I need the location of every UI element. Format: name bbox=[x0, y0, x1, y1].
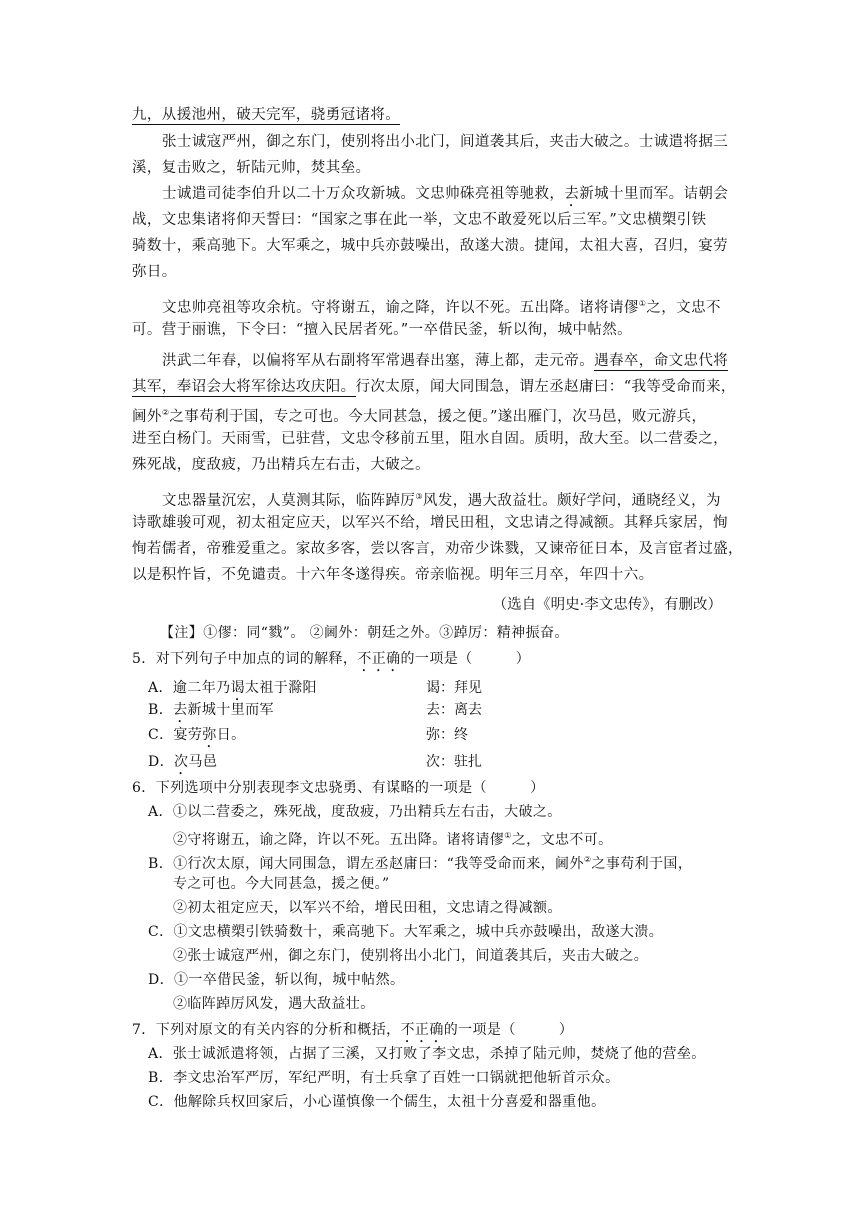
q5-gloss-d: 次：驻扎 bbox=[426, 754, 482, 770]
q7-option-a[interactable]: A．张士诚派遣将领，占据了三溪，又打败了李文忠，杀掉了陆元帅，焚烧了他的营垒。 bbox=[148, 1046, 706, 1062]
q6-option-a[interactable]: A．①以二营委之，殊死战，度敌疲，乃出精兵左右击，大破之。 bbox=[148, 804, 562, 820]
q6-option-b-2: 专之可也。今大同甚急，援之便。” bbox=[173, 876, 390, 892]
passage-line: 文忠帅亮祖等攻余杭。守将谢五，谕之降，许以不死。五出降。诸将请僇①之，文忠不 bbox=[162, 299, 721, 316]
passage-line: 张士诚寇严州，御之东门，使别将出小北门，间道袭其后，夹击大破之。士诚遣将据三 bbox=[162, 134, 729, 150]
q5-gloss-a: 谒：拜见 bbox=[426, 680, 482, 696]
q6-option-d[interactable]: D．①一卒借民釜，斩以徇，城中帖然。 bbox=[148, 972, 405, 988]
underlined-sentence: 其军，奉诏会大将军徐达攻庆阳。 bbox=[132, 379, 356, 395]
passage-line bbox=[132, 104, 400, 126]
q6-option-d-2: ②临阵踔厉风发，遇大敌益壮。 bbox=[173, 996, 375, 1012]
passage-line: 溪，复击败之，斩陆元帅，焚其垒。 bbox=[132, 160, 371, 176]
q5-option-c[interactable]: C．宴劳弥日。 bbox=[148, 727, 246, 743]
passage-line: 战，文忠集诸将仰天誓曰：“国家之事在此一举，文忠不敢爱死以后三军。”文忠横槊引铁 bbox=[132, 212, 707, 228]
passage-line: 士诚遣司徒李伯升以二十万众攻新城。文忠帅硃亮祖等驰救，去新城十里而军。诘朝会 bbox=[162, 186, 729, 202]
passage-line: 骑数十，乘高驰下。大军乘之，城中兵亦鼓噪出，敌遂大溃。捷闻，太祖大喜，召归，宴劳 bbox=[132, 238, 728, 254]
q6-option-b[interactable]: B．①行次太原，闻大同围急，谓左丞赵庸曰：“我等受命而来，阃外②之事苟利于国， bbox=[148, 855, 693, 872]
question-7-stem: 7．下列对原文的有关内容的分析和概括，不正确的一项是（ ） bbox=[132, 1022, 574, 1038]
passage-line: 进至白杨门。天雨雪，已驻营，文忠令移前五里，阻水自固。质明，敌大至。以二营委之， bbox=[132, 431, 728, 447]
footnote-marker: ② bbox=[161, 408, 170, 417]
passage-line: 诗歌雄骏可观，初太祖定应天，以军兴不给，增民田租，文忠请之得减额。其释兵家居，恂 bbox=[132, 515, 728, 531]
q7-option-c[interactable]: C．他解除兵权回家后，小心谨慎像一个儒生，太祖十分喜爱和器重他。 bbox=[148, 1094, 606, 1110]
passage-line: 以是积忤旨，不免谴责。十六年冬遂得疾。帝亲临视。明年三月卒，年四十六。 bbox=[132, 567, 654, 583]
q6-option-a-2: ②守将谢五，谕之降，许以不死。五出降。诸将请僇①之，文忠不可。 bbox=[173, 831, 613, 848]
underlined-sentence: 遇春卒，命文忠代将 bbox=[594, 353, 729, 369]
passage-line: 其军，奉诏会大将军徐达攻庆阳。行次太原，闻大同围急，谓左丞赵庸曰：“我等受命而来， bbox=[132, 379, 736, 395]
passage-line: 阃外②之事苟利于国，专之可也。今大同甚急，援之便。”遂出雁门，次马邑，败元游兵， bbox=[132, 408, 707, 425]
q6-option-c[interactable]: C．①文忠横槊引铁骑数十，乘高驰下。大军乘之，城中兵亦鼓噪出，敌遂大溃。 bbox=[148, 924, 664, 940]
question-5-stem: 5．对下列句子中加点的词的解释，不正确的一项是（ ） bbox=[132, 651, 531, 667]
footnote-marker: ③ bbox=[415, 492, 423, 501]
dotted-word: 去 bbox=[564, 186, 580, 202]
q5-option-b[interactable]: B．去新城十里而军 bbox=[148, 702, 274, 718]
q5-option-a[interactable]: A．逾二年乃谒太祖于滁阳 bbox=[148, 680, 317, 696]
q5-option-d[interactable]: D．次马邑 bbox=[148, 754, 218, 770]
passage-line: 文忠器量沉宏，人莫测其际，临阵踔厉③风发，遇大敌益壮。颇好学问，通晓经义，为 bbox=[162, 492, 721, 509]
q7-option-b[interactable]: B．李文忠治军严厉，军纪严明，有士兵拿了百姓一口锅就把他斩首示众。 bbox=[148, 1070, 620, 1086]
q5-gloss-c: 弥：终 bbox=[426, 727, 468, 743]
passage-line: 恂若儒者，帝雅爱重之。家故多客，尝以客言，劝帝少诛戮，又谏帝征日本，及言宦者过盛， bbox=[132, 541, 743, 557]
underlined-sentence: 九，从援池州，破天完军，骁勇冠诸将。 bbox=[132, 107, 401, 123]
annotation-notes: 【注】①僇：同“戮”。 ②阃外：朝廷之外。③踔厉：精神振奋。 bbox=[160, 625, 569, 641]
passage-line: 可。营于丽谯，下令曰：“擅入民居者死。”一卒借民釜，斩以徇，城中帖然。 bbox=[132, 322, 633, 338]
passage-line: 洪武二年春，以偏将军从右副将军常遇春出塞，薄上都，走元帝。遇春卒，命文忠代将 bbox=[162, 353, 729, 369]
passage-line: 殊死战，度敌疲，乃出精兵左右击，大破之。 bbox=[132, 457, 430, 473]
question-6-stem: 6．下列选项中分别表现李文忠骁勇、有谋略的一项是（ ） bbox=[132, 780, 545, 796]
footnote-marker: ① bbox=[638, 299, 647, 308]
q5-gloss-b: 去：离去 bbox=[426, 702, 482, 718]
passage-line: 弥日。 bbox=[132, 264, 177, 280]
source-citation: （选自《明史·李文忠传》，有删改） bbox=[492, 597, 722, 613]
q6-option-c-2: ②张士诚寇严州，御之东门，使别将出小北门，间道袭其后，夹击大破之。 bbox=[173, 948, 649, 964]
q6-option-b-3: ②初太祖定应天，以军兴不给，增民田租，文忠请之得减额。 bbox=[173, 900, 562, 916]
